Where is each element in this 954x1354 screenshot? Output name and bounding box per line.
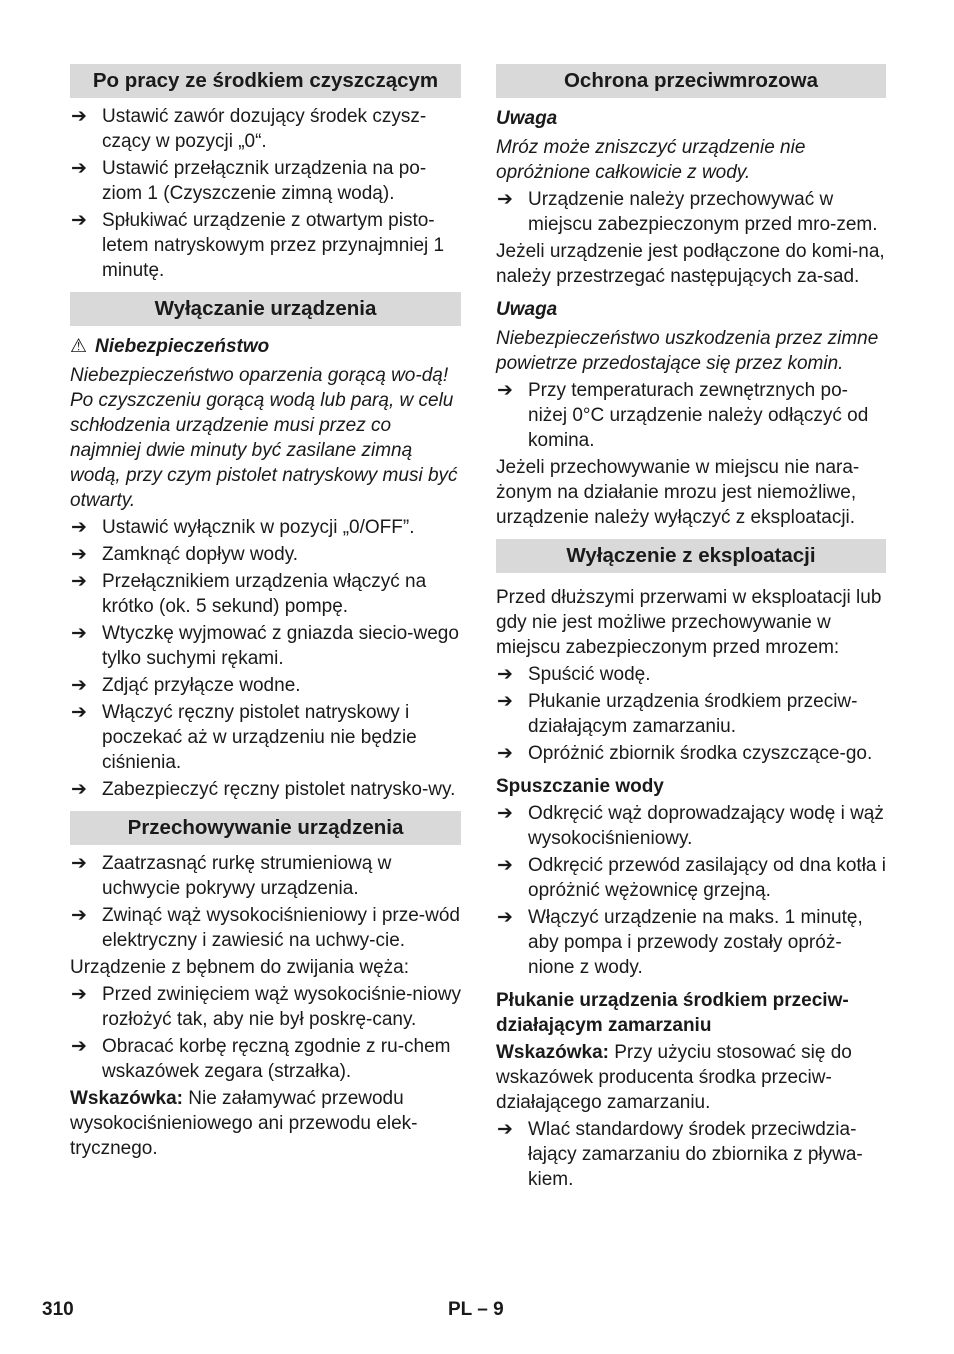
paragraph: Urządzenie z bębnem do zwijania węża: <box>70 957 410 978</box>
arrow-right-icon: ➔ <box>497 743 513 764</box>
list-item <box>496 801 886 851</box>
list-item <box>70 104 461 154</box>
list-item-text: Ustawić wyłącznik w pozycji „0/OFF”. <box>102 517 415 538</box>
danger-text: Niebezpieczeństwo oparzenia gorącą wo-dą! Po czyszczeniu gorącą wodą lub parą, w celu schłodzenia urządzenie musi przez co najmniej dwie minuty być zasilane zimną wodą, przy czym pistolet natryskowy musi być otwarty. <box>70 365 458 511</box>
list-item-text: Zabezpieczyć ręczny pistolet natrysko-wy. <box>102 779 456 800</box>
list-item <box>496 689 886 739</box>
paragraph: Jeżeli przechowywanie w miejscu nie nara-żonym na działanie mrozu jest niemożliwe, urządzenie należy wyłączyć z eksploatacji. <box>496 457 860 528</box>
list-item <box>496 378 886 453</box>
list-item-text: Obracać korbę ręczną zgodnie z ru-chem wskazówek zegara (strzałka). <box>102 1036 451 1082</box>
note-label: Wskazówka: <box>70 1088 183 1109</box>
list-item-text: Przed zwinięciem wąż wysokociśnie-niowy rozłożyć tak, aby nie był poskrę-cany. <box>102 984 462 1030</box>
page-number: 310 <box>42 1299 74 1320</box>
list-item <box>70 621 461 671</box>
list-item-text: Odkręcić przewód zasilający od dna kotła i opróżnić wężownicę grzejną. <box>528 855 887 901</box>
arrow-right-icon: ➔ <box>71 905 87 926</box>
arrow-right-icon: ➔ <box>497 855 513 876</box>
footer-label <box>448 1297 504 1322</box>
note-paragraph <box>496 1040 886 1115</box>
list-item <box>70 673 461 698</box>
arrow-right-icon: ➔ <box>71 1036 87 1057</box>
caution-text: Mróz może zniszczyć urządzenie nie opróżnione całkowicie z wody. <box>496 137 806 183</box>
list-item-text: Zamknąć dopływ wody. <box>102 544 299 565</box>
bullet-list <box>496 1117 886 1192</box>
list-item-text: Urządzenie należy przechowywać w miejscu zabezpieczonym przed mro-zem. <box>528 189 878 235</box>
note-label: Wskazówka: <box>496 1042 609 1063</box>
list-item <box>496 853 886 903</box>
section-number: – 9 <box>477 1299 504 1320</box>
bullet-list <box>70 104 461 283</box>
arrow-right-icon: ➔ <box>497 189 513 210</box>
list-item <box>70 515 461 540</box>
left-column <box>70 64 461 1163</box>
arrow-right-icon: ➔ <box>71 623 87 644</box>
list-item <box>496 905 886 980</box>
list-item-text: Zaatrzasnąć rurkę strumieniową w uchwycie pokrywy urządzenia. <box>102 853 392 899</box>
list-item <box>70 208 461 283</box>
list-item-text: Przy temperaturach zewnętrznych po-niżej 0°C urządzenie należy odłączyć od komina. <box>528 380 869 451</box>
list-item <box>70 777 461 802</box>
list-item-text: Płukanie urządzenia środkiem przeciw-działającym zamarzaniu. <box>528 691 858 737</box>
note-paragraph <box>70 1086 461 1161</box>
note-text: Nie załamywać przewodu wysokociśnieniowego ani przewodu elek-trycznego. <box>70 1088 418 1159</box>
list-item <box>70 700 461 775</box>
list-item-text: Odkręcić wąż doprowadzający wodę i wąż wysokociśnieniowy. <box>528 803 884 849</box>
bullet-list <box>496 187 886 237</box>
list-item-text: Ustawić przełącznik urządzenia na po-ziom 1 (Czyszczenie zimną wodą). <box>102 158 427 204</box>
arrow-right-icon: ➔ <box>71 571 87 592</box>
danger-label <box>70 334 461 359</box>
list-item <box>70 156 461 206</box>
subheading-draining: Spuszczanie wody <box>496 776 664 797</box>
arrow-right-icon: ➔ <box>71 984 87 1005</box>
arrow-right-icon: ➔ <box>497 664 513 685</box>
bullet-list <box>496 662 886 766</box>
section-heading-after-cleaning-agent: Po pracy ze środkiem czyszczącym <box>70 64 461 98</box>
list-item <box>496 1117 886 1192</box>
bullet-list <box>496 801 886 980</box>
list-item <box>70 569 461 619</box>
list-item-text: Wlać standardowy środek przeciwdzia-łający zamarzaniu do zbiornika z pływa-kiem. <box>528 1119 863 1190</box>
warning-triangle-icon: ⚠ <box>70 336 88 357</box>
paragraph: Przed dłuższymi przerwami w eksploatacji lub gdy nie jest możliwe przechowywanie w miejscu zabezpieczonym przed mrozem: <box>496 587 882 658</box>
list-item <box>496 662 886 687</box>
arrow-right-icon: ➔ <box>71 517 87 538</box>
list-item-text: Zdjąć przyłącze wodne. <box>102 675 301 696</box>
list-item-text: Włączyć ręczny pistolet natryskowy i poczekać aż w urządzeniu nie będzie ciśnienia. <box>102 702 417 773</box>
caution-label: Uwaga <box>496 108 558 129</box>
section-heading-switching-off: Wyłączanie urządzenia <box>70 292 461 326</box>
list-item-text: Ustawić zawór dozujący środek czysz-czący w pozycji „0“. <box>102 106 427 152</box>
list-item <box>70 982 461 1032</box>
arrow-right-icon: ➔ <box>497 1119 513 1140</box>
list-item <box>70 542 461 567</box>
list-item <box>70 851 461 901</box>
arrow-right-icon: ➔ <box>71 853 87 874</box>
bullet-list <box>496 378 886 453</box>
list-item-text: Spuścić wodę. <box>528 664 651 685</box>
caution-label: Uwaga <box>496 299 558 320</box>
note-text: Przy użyciu stosować się do wskazówek producenta środka przeciw-działającego zamarzaniu. <box>496 1042 852 1113</box>
arrow-right-icon: ➔ <box>497 803 513 824</box>
section-heading-decommissioning: Wyłączenie z eksploatacji <box>496 539 886 573</box>
list-item-text: Włączyć urządzenie na maks. 1 minutę, aby pompa i przewody zostały opróż-nione z wody. <box>528 907 863 978</box>
arrow-right-icon: ➔ <box>497 691 513 712</box>
caution-text: Niebezpieczeństwo uszkodzenia przez zimne powietrze przedostające się przez komin. <box>496 328 879 374</box>
arrow-right-icon: ➔ <box>497 380 513 401</box>
arrow-right-icon: ➔ <box>71 675 87 696</box>
bullet-list <box>70 515 461 802</box>
list-item <box>70 903 461 953</box>
arrow-right-icon: ➔ <box>497 907 513 928</box>
danger-label-text: Niebezpieczeństwo <box>95 336 270 357</box>
bullet-list <box>70 851 461 953</box>
subheading-antifreeze: Płukanie urządzenia środkiem przeciw-działającym zamarzaniu <box>496 990 849 1036</box>
list-item-text: Opróżnić zbiornik środka czyszczące-go. <box>528 743 873 764</box>
list-item <box>70 1034 461 1084</box>
bullet-list <box>70 982 461 1084</box>
arrow-right-icon: ➔ <box>71 158 87 179</box>
arrow-right-icon: ➔ <box>71 210 87 231</box>
arrow-right-icon: ➔ <box>71 779 87 800</box>
list-item-text: Wtyczkę wyjmować z gniazda siecio-wego tylko suchymi rękami. <box>102 623 459 669</box>
section-heading-storage: Przechowywanie urządzenia <box>70 811 461 845</box>
arrow-right-icon: ➔ <box>71 702 87 723</box>
list-item-text: Zwinąć wąż wysokociśnieniowy i prze-wód elektryczny i zawiesić na uchwy-cie. <box>102 905 460 951</box>
paragraph: Jeżeli urządzenie jest podłączone do komi-na, należy przestrzegać następujących za-sad. <box>496 241 885 287</box>
section-heading-frost-protection: Ochrona przeciwmrozowa <box>496 64 886 98</box>
arrow-right-icon: ➔ <box>71 106 87 127</box>
list-item-text: Przełącznikiem urządzenia włączyć na krótko (ok. 5 sekund) pompę. <box>102 571 427 617</box>
arrow-right-icon: ➔ <box>71 544 87 565</box>
language-code: PL <box>448 1299 472 1320</box>
right-column <box>496 64 886 1194</box>
list-item-text: Spłukiwać urządzenie z otwartym pisto-letem natryskowym przez przynajmniej 1 minutę. <box>102 210 445 281</box>
list-item <box>496 741 886 766</box>
list-item <box>496 187 886 237</box>
